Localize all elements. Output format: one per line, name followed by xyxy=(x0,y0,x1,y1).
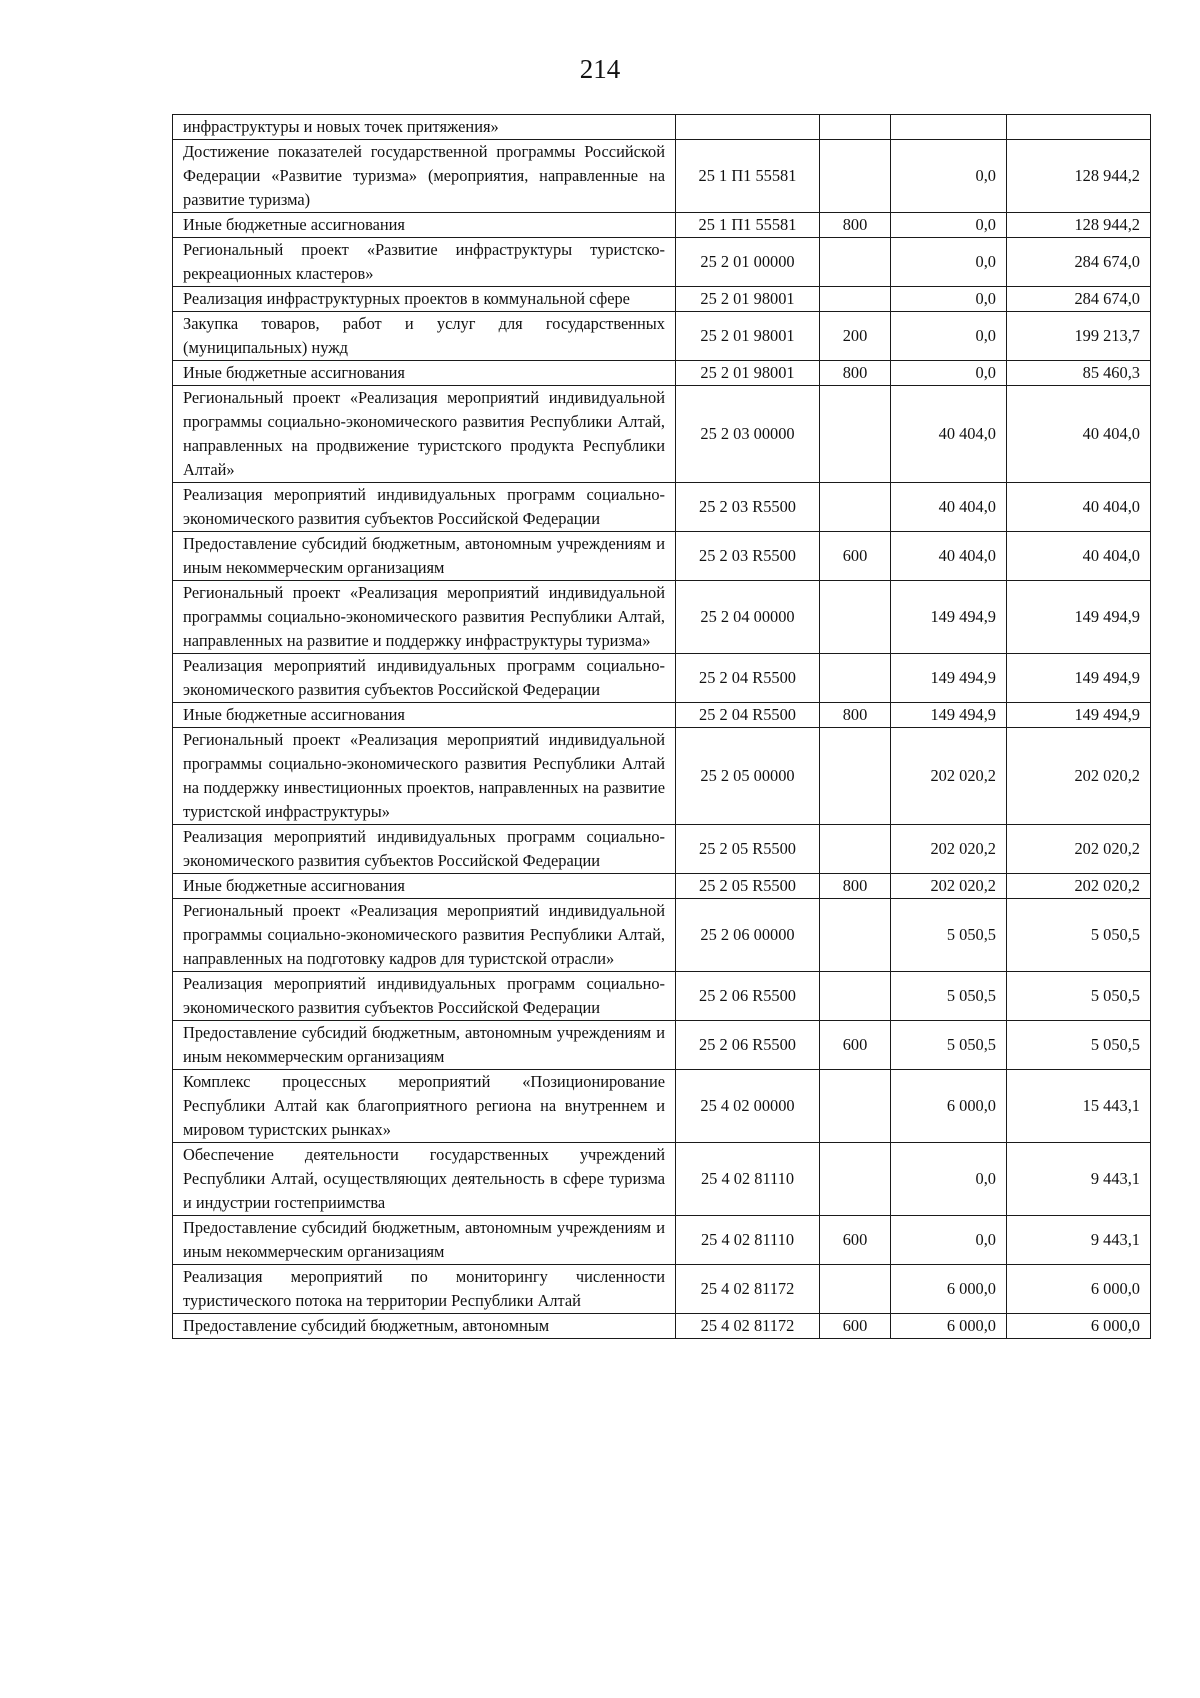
expense-type-cell: 800 xyxy=(820,874,891,899)
program-name-cell: Иные бюджетные ассигнования xyxy=(173,874,676,899)
amount-year1-cell: 202 020,2 xyxy=(891,874,1007,899)
amount-year2-cell: 5 050,5 xyxy=(1007,899,1151,972)
table-row xyxy=(173,1216,1151,1265)
amount-year2-cell: 40 404,0 xyxy=(1007,386,1151,483)
target-article-cell: 25 4 02 81110 xyxy=(676,1143,820,1216)
table-row xyxy=(173,483,1151,532)
table-row xyxy=(173,874,1151,899)
amount-year1-cell: 0,0 xyxy=(891,140,1007,213)
amount-year1-cell xyxy=(891,115,1007,140)
amount-year2-cell: 6 000,0 xyxy=(1007,1265,1151,1314)
amount-year1-cell: 0,0 xyxy=(891,213,1007,238)
target-article-cell: 25 2 04 R5500 xyxy=(676,703,820,728)
target-article-cell: 25 4 02 00000 xyxy=(676,1070,820,1143)
amount-year1-cell: 5 050,5 xyxy=(891,899,1007,972)
amount-year2-cell: 202 020,2 xyxy=(1007,825,1151,874)
expense-type-cell xyxy=(820,581,891,654)
expense-type-cell xyxy=(820,140,891,213)
amount-year1-cell: 5 050,5 xyxy=(891,972,1007,1021)
target-article-cell: 25 2 04 R5500 xyxy=(676,654,820,703)
target-article-cell: 25 2 03 R5500 xyxy=(676,532,820,581)
amount-year2-cell: 85 460,3 xyxy=(1007,361,1151,386)
amount-year1-cell: 40 404,0 xyxy=(891,532,1007,581)
target-article-cell: 25 1 П1 55581 xyxy=(676,213,820,238)
amount-year1-cell: 6 000,0 xyxy=(891,1314,1007,1339)
expense-type-cell xyxy=(820,1143,891,1216)
target-article-cell: 25 2 01 98001 xyxy=(676,287,820,312)
table-row xyxy=(173,238,1151,287)
amount-year2-cell: 6 000,0 xyxy=(1007,1314,1151,1339)
program-name-cell: Реализация мероприятий индивидуальных программ социально-экономического развития субъектов Российской Федерации xyxy=(173,654,676,703)
amount-year1-cell: 149 494,9 xyxy=(891,581,1007,654)
program-name-cell: Комплекс процессных мероприятий «Позиционирование Республики Алтай как благоприятного региона на внутреннем и мировом туристских рынках» xyxy=(173,1070,676,1143)
amount-year1-cell: 0,0 xyxy=(891,238,1007,287)
table-row xyxy=(173,361,1151,386)
table-row xyxy=(173,287,1151,312)
amount-year2-cell: 202 020,2 xyxy=(1007,728,1151,825)
amount-year2-cell: 15 443,1 xyxy=(1007,1070,1151,1143)
amount-year2-cell: 5 050,5 xyxy=(1007,972,1151,1021)
program-name-cell: Иные бюджетные ассигнования xyxy=(173,703,676,728)
amount-year2-cell: 40 404,0 xyxy=(1007,532,1151,581)
target-article-cell: 25 2 06 R5500 xyxy=(676,1021,820,1070)
expense-type-cell: 800 xyxy=(820,361,891,386)
table-row xyxy=(173,312,1151,361)
amount-year1-cell: 202 020,2 xyxy=(891,825,1007,874)
table-row xyxy=(173,703,1151,728)
target-article-cell: 25 4 02 81172 xyxy=(676,1314,820,1339)
program-name-cell: Региональный проект «Реализация мероприятий индивидуальной программы социально-экономического развития Республики Алтай, направленных на подготовку кадров для туристской отрасли» xyxy=(173,899,676,972)
target-article-cell: 25 2 05 00000 xyxy=(676,728,820,825)
amount-year2-cell xyxy=(1007,115,1151,140)
amount-year1-cell: 0,0 xyxy=(891,361,1007,386)
program-name-cell: инфраструктуры и новых точек притяжения» xyxy=(173,115,676,140)
target-article-cell: 25 2 01 98001 xyxy=(676,361,820,386)
page-number: 214 xyxy=(579,54,621,84)
program-name-cell: Предоставление субсидий бюджетным, автономным учреждениям и иным некоммерческим организациям xyxy=(173,1021,676,1070)
budget-table-body xyxy=(173,115,1151,1339)
program-name-cell: Обеспечение деятельности государственных учреждений Республики Алтай, осуществляющих деятельность в сфере туризма и индустрии гостеприимства xyxy=(173,1143,676,1216)
program-name-cell: Реализация мероприятий индивидуальных программ социально-экономического развития субъектов Российской Федерации xyxy=(173,825,676,874)
amount-year2-cell: 9 443,1 xyxy=(1007,1216,1151,1265)
target-article-cell: 25 2 03 R5500 xyxy=(676,483,820,532)
expense-type-cell xyxy=(820,483,891,532)
expense-type-cell: 600 xyxy=(820,532,891,581)
expense-type-cell: 200 xyxy=(820,312,891,361)
program-name-cell: Региональный проект «Реализация мероприятий индивидуальной программы социально-экономического развития Республики Алтай, направленных на продвижение туристского продукта Республики Алтай» xyxy=(173,386,676,483)
amount-year2-cell: 284 674,0 xyxy=(1007,287,1151,312)
target-article-cell: 25 2 06 00000 xyxy=(676,899,820,972)
target-article-cell: 25 2 06 R5500 xyxy=(676,972,820,1021)
expense-type-cell xyxy=(820,654,891,703)
table-row xyxy=(173,386,1151,483)
program-name-cell: Предоставление субсидий бюджетным, автономным xyxy=(173,1314,676,1339)
expense-type-cell xyxy=(820,899,891,972)
amount-year2-cell: 149 494,9 xyxy=(1007,654,1151,703)
amount-year1-cell: 5 050,5 xyxy=(891,1021,1007,1070)
expense-type-cell: 800 xyxy=(820,213,891,238)
amount-year2-cell: 128 944,2 xyxy=(1007,213,1151,238)
expense-type-cell xyxy=(820,728,891,825)
expense-type-cell xyxy=(820,1070,891,1143)
amount-year2-cell: 5 050,5 xyxy=(1007,1021,1151,1070)
table-row xyxy=(173,1021,1151,1070)
amount-year2-cell: 199 213,7 xyxy=(1007,312,1151,361)
expense-type-cell xyxy=(820,115,891,140)
amount-year1-cell: 0,0 xyxy=(891,1143,1007,1216)
table-row xyxy=(173,213,1151,238)
amount-year1-cell: 0,0 xyxy=(891,1216,1007,1265)
program-name-cell: Иные бюджетные ассигнования xyxy=(173,213,676,238)
table-row xyxy=(173,825,1151,874)
program-name-cell: Региональный проект «Реализация мероприятий индивидуальной программы социально-экономического развития Республики Алтай на поддержку инвестиционных проектов, направленных на развитие туристской инфраструктуры» xyxy=(173,728,676,825)
target-article-cell: 25 2 01 98001 xyxy=(676,312,820,361)
amount-year1-cell: 202 020,2 xyxy=(891,728,1007,825)
table-row xyxy=(173,532,1151,581)
expense-type-cell xyxy=(820,238,891,287)
target-article-cell xyxy=(676,115,820,140)
amount-year2-cell: 149 494,9 xyxy=(1007,581,1151,654)
amount-year1-cell: 6 000,0 xyxy=(891,1265,1007,1314)
amount-year2-cell: 128 944,2 xyxy=(1007,140,1151,213)
program-name-cell: Реализация мероприятий индивидуальных программ социально-экономического развития субъектов Российской Федерации xyxy=(173,483,676,532)
program-name-cell: Достижение показателей государственной программы Российской Федерации «Развитие туризма» (мероприятия, направленные на развитие туризма) xyxy=(173,140,676,213)
budget-table xyxy=(172,114,1151,1339)
amount-year1-cell: 6 000,0 xyxy=(891,1070,1007,1143)
expense-type-cell: 800 xyxy=(820,703,891,728)
expense-type-cell: 600 xyxy=(820,1021,891,1070)
target-article-cell: 25 2 05 R5500 xyxy=(676,825,820,874)
amount-year2-cell: 149 494,9 xyxy=(1007,703,1151,728)
table-row xyxy=(173,581,1151,654)
expense-type-cell xyxy=(820,1265,891,1314)
target-article-cell: 25 2 04 00000 xyxy=(676,581,820,654)
program-name-cell: Реализация мероприятий индивидуальных программ социально-экономического развития субъектов Российской Федерации xyxy=(173,972,676,1021)
program-name-cell: Региональный проект «Реализация мероприятий индивидуальной программы социально-экономического развития Республики Алтай, направленных на развитие и поддержку инфраструктуры туризма» xyxy=(173,581,676,654)
program-name-cell: Реализация мероприятий по мониторингу численности туристического потока на территории Республики Алтай xyxy=(173,1265,676,1314)
amount-year2-cell: 202 020,2 xyxy=(1007,874,1151,899)
table-row xyxy=(173,1314,1151,1339)
target-article-cell: 25 1 П1 55581 xyxy=(676,140,820,213)
expense-type-cell xyxy=(820,972,891,1021)
amount-year2-cell: 40 404,0 xyxy=(1007,483,1151,532)
program-name-cell: Реализация инфраструктурных проектов в коммунальной сфере xyxy=(173,287,676,312)
target-article-cell: 25 2 03 00000 xyxy=(676,386,820,483)
amount-year2-cell: 284 674,0 xyxy=(1007,238,1151,287)
expense-type-cell xyxy=(820,386,891,483)
amount-year1-cell: 40 404,0 xyxy=(891,483,1007,532)
program-name-cell: Закупка товаров, работ и услуг для государственных (муниципальных) нужд xyxy=(173,312,676,361)
target-article-cell: 25 4 02 81110 xyxy=(676,1216,820,1265)
expense-type-cell: 600 xyxy=(820,1216,891,1265)
table-row xyxy=(173,728,1151,825)
table-row xyxy=(173,140,1151,213)
expense-type-cell xyxy=(820,287,891,312)
amount-year1-cell: 40 404,0 xyxy=(891,386,1007,483)
program-name-cell: Региональный проект «Развитие инфраструктуры туристско-рекреационных кластеров» xyxy=(173,238,676,287)
table-row xyxy=(173,1143,1151,1216)
target-article-cell: 25 2 01 00000 xyxy=(676,238,820,287)
target-article-cell: 25 4 02 81172 xyxy=(676,1265,820,1314)
expense-type-cell xyxy=(820,825,891,874)
table-row xyxy=(173,1265,1151,1314)
program-name-cell: Предоставление субсидий бюджетным, автономным учреждениям и иным некоммерческим организациям xyxy=(173,532,676,581)
table-row xyxy=(173,899,1151,972)
table-row xyxy=(173,115,1151,140)
table-row xyxy=(173,654,1151,703)
program-name-cell: Предоставление субсидий бюджетным, автономным учреждениям и иным некоммерческим организациям xyxy=(173,1216,676,1265)
amount-year1-cell: 0,0 xyxy=(891,287,1007,312)
amount-year1-cell: 0,0 xyxy=(891,312,1007,361)
expense-type-cell: 600 xyxy=(820,1314,891,1339)
program-name-cell: Иные бюджетные ассигнования xyxy=(173,361,676,386)
amount-year1-cell: 149 494,9 xyxy=(891,654,1007,703)
amount-year1-cell: 149 494,9 xyxy=(891,703,1007,728)
amount-year2-cell: 9 443,1 xyxy=(1007,1143,1151,1216)
target-article-cell: 25 2 05 R5500 xyxy=(676,874,820,899)
table-row xyxy=(173,972,1151,1021)
table-row xyxy=(173,1070,1151,1143)
